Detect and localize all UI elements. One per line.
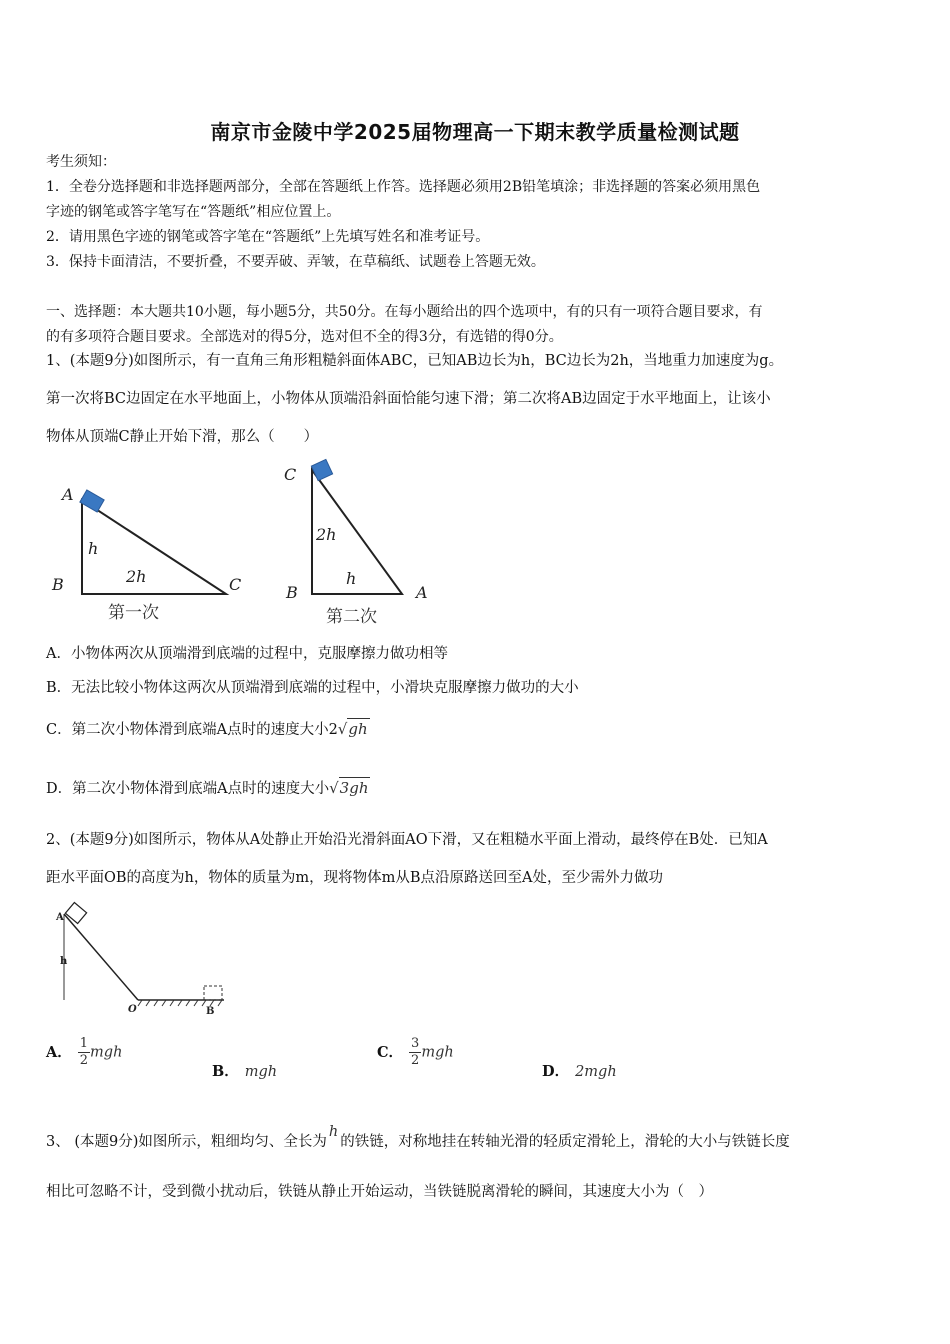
q1-option-d: [46, 777, 908, 799]
notice-item-3: 3．保持卡面清洁，不要折叠，不要弄破、弄皱，在草稿纸、试题卷上答题无效。: [46, 254, 545, 270]
q1-option-a: A．小物体两次从顶端滑到底端的过程中，克服摩擦力做功相等: [46, 646, 448, 662]
fig2-label-2h: 2h: [316, 525, 337, 544]
notice-item-2: 2．请用黑色字迹的钢笔或答字笔在“答题纸”上先填写姓名和准考证号。: [46, 229, 490, 245]
page-title: 南京市金陵中学2025届物理高一下期末教学质量检测试题: [210, 120, 740, 144]
fig2-label-h: h: [346, 569, 357, 588]
q3-stem-line-2: 相比可忽略不计，受到微小扰动后，铁链从静止开始运动，当铁链脱离滑轮的瞬间，其速度大小为（ ）: [46, 1184, 713, 1200]
section-intro-line-1: 一、选择题：本大题共10小题，每小题5分，共50分。在每小题给出的四个选项中，有的只有一项符合题目要求，有: [46, 304, 763, 320]
q1-option-c-text: C．第二次小物体滑到底端A点时的速度大小2: [46, 722, 338, 738]
q2-option-c: C． $\frac{3}{2}$ mgh: [377, 1036, 454, 1068]
fig1-label-c: C: [229, 575, 242, 594]
q3-variable: h: [328, 1124, 339, 1140]
q1-option-b: B．无法比较小物体这两次从顶端滑到底端的过程中，小滑块克服摩擦力做功的大小: [46, 680, 579, 696]
q1-option-c: [46, 718, 908, 740]
q1-stem-line-3: 物体从顶端C静止开始下滑，那么（ ）: [46, 429, 319, 445]
q2-fig-label-o: O: [128, 1004, 137, 1015]
notice-item-1: 1．全卷分选择题和非选择题两部分，全部在答题纸上作答。选择题必须用2B铅笔填涂；非选择题的答案必须用黑色: [46, 179, 761, 195]
fraction: $\frac{3}{2}$: [411, 1036, 420, 1068]
q2-figure: [46, 900, 246, 1020]
q2-option-d: D． 2mgh: [542, 1063, 617, 1080]
fig2-label-c: C: [284, 465, 297, 484]
fig2-caption: 第二次: [326, 607, 377, 627]
fig1-caption: 第一次: [108, 603, 159, 623]
notice-item-1-cont: 字迹的钢笔或答字笔写在“答题纸”相应位置上。: [46, 204, 341, 220]
fig2-label-b: B: [286, 583, 298, 602]
q2-fig-label-b: B: [206, 1006, 215, 1017]
fig2-label-a: A: [416, 583, 428, 602]
q2-fig-label-a: A: [56, 912, 64, 923]
fig1-label-2h: 2h: [126, 567, 147, 586]
sqrt-symbol: √3gh: [329, 779, 369, 797]
fraction: $\frac{1}{2}$: [79, 1036, 89, 1068]
q2-fig-label-h: h: [60, 956, 68, 967]
fig1-label-h: h: [88, 539, 99, 558]
q1-option-d-text: D．第二次小物体滑到底端A点时的速度大小: [46, 781, 330, 797]
q1-stem-line-2: 第一次将BC边固定在水平地面上，小物体从顶端沿斜面恰能匀速下滑；第二次将AB边固定于水平地面上，让该小: [46, 391, 771, 407]
q1-stem-line-1: 1、(本题9分)如图所示，有一直角三角形粗糙斜面体ABC，已知AB边长为h，BC边长为2h，当地重力加速度为g。: [46, 353, 784, 369]
section-intro-line-2: 的有多项符合题目要求。全部选对的得5分，选对但不全的得3分，有选错的得0分。: [46, 329, 563, 345]
q2-option-b: B． mgh: [212, 1063, 278, 1080]
fig1-label-a: A: [62, 485, 74, 504]
q2-stem-line-2: 距水平面OB的高度为h，物体的质量为m，现将物体m从B点沿原路送回至A处，至少需外力做功: [46, 870, 664, 886]
notice-heading: 考生须知：: [46, 154, 116, 170]
fig1-label-b: B: [52, 575, 64, 594]
q1-figure-first: [46, 478, 256, 628]
sqrt-symbol: √gh: [337, 720, 368, 738]
q1-figure-second: [278, 456, 438, 630]
q2-stem-line-1: 2、(本题9分)如图所示，物体从A处静止开始沿光滑斜面AO下滑，又在粗糙水平面上滑动，最终停在B处．已知A: [46, 832, 768, 848]
q2-option-a: A． $\frac{1}{2}$ mgh: [46, 1036, 123, 1068]
q3-stem-line-1: 3、 (本题9分)如图所示，粗细均匀、全长为h的铁链，对称地挂在转轴光滑的轻质定滑轮上，滑轮的大小与铁链长度: [46, 1124, 790, 1150]
